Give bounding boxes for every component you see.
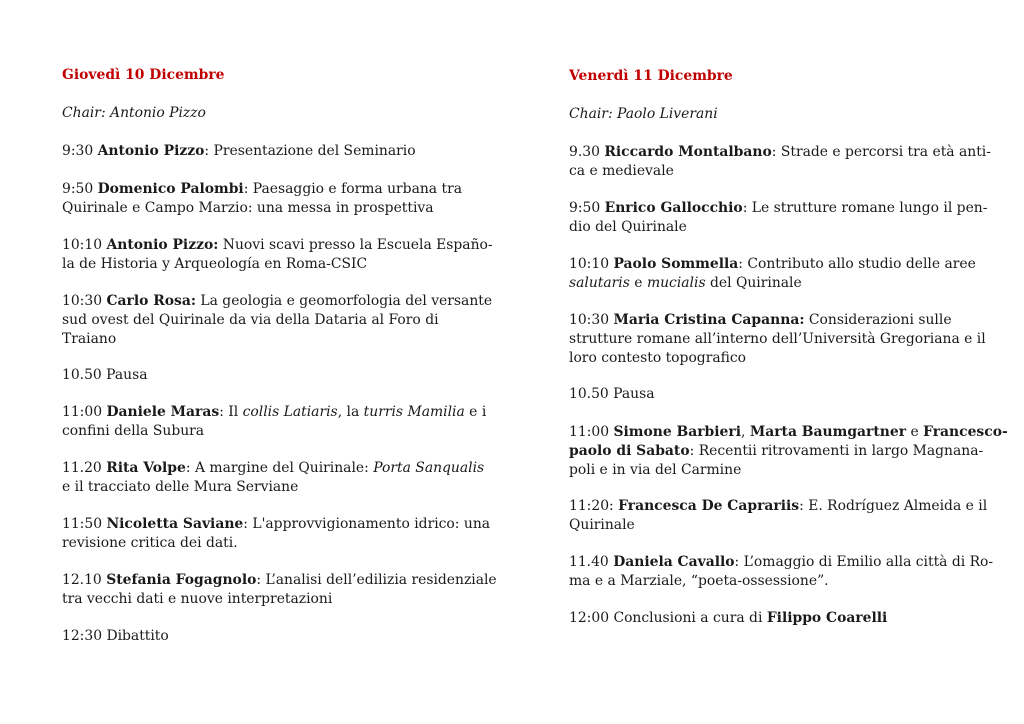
programme-entry [62,571,497,609]
speaker-name: Riccardo Montalbano [604,144,772,160]
entry-line [569,143,989,162]
entry-line [569,516,989,535]
speaker-name: Enrico Gallocchio [604,200,743,216]
session-chair: Chair: Antonio Pizzo [62,105,206,121]
entry-text: 10:30 [569,312,614,328]
entry-text: del Quirinale [705,275,802,291]
entry-text: , [740,424,750,440]
entry-text: Considerazioni sulle [804,312,952,328]
programme-entry [62,180,482,218]
programme-entry [569,423,1008,480]
entry-text: 9:50 [569,200,605,216]
entry-text: Quirinale e Campo Marzio: una messa in prospettiva [62,200,434,216]
entry-text: tra vecchi dati e nuove interpretazioni [62,591,333,607]
entry-line [62,590,482,609]
programme-entry [569,609,989,628]
entry-line [62,236,493,255]
programme-entry [569,143,989,181]
italic-term: mucialis [646,275,706,291]
programme-entry [62,627,482,646]
programme-entry [62,459,485,497]
entry-text: La geologia e geomorfologia del versante [195,293,493,309]
entry-text: 12:30 Dibattito [62,628,169,644]
entry-line [62,515,491,534]
programme-entry [62,366,482,385]
entry-line [62,366,482,385]
entry-line [62,459,485,478]
entry-text: loro contesto topografico [569,350,747,366]
entry-text: sud ovest del Quirinale da via della Dataria al Foro di [62,312,439,328]
italic-term: collis Latiaris [242,404,338,420]
entry-line [62,311,482,330]
entry-text: : L'approvvigionamento idrico: una [243,516,491,532]
entry-text: 9:50 [62,181,98,197]
entry-text: : Paesaggio e forma urbana tra [243,181,462,197]
entry-line [62,292,493,311]
programme-entry [569,199,989,237]
entry-text: e il tracciato delle Mura Serviane [62,479,299,495]
session-chair: Chair: Paolo Liverani [569,106,718,122]
entry-text: e [906,424,924,440]
entry-text: 12:00 Conclusioni a cura di [569,610,767,626]
speaker-name: Maria Cristina Capanna: [613,312,805,328]
entry-text: 11.20 [62,460,107,476]
programme-entry [62,236,493,274]
programme-entry [62,142,482,161]
programme-entry [569,255,989,293]
entry-text: : L’omaggio di Emilio alla città di Ro- [734,554,994,570]
speaker-name: Stefania Fogagnolo [106,572,257,588]
entry-line [569,311,989,330]
entry-line [569,423,1008,442]
entry-line [569,609,989,628]
entry-text: e [629,275,647,291]
speaker-name: Marta Baumgartner [749,424,907,440]
italic-term: turris Mamilia [363,404,465,420]
entry-text: : Presentazione del Seminario [204,143,416,159]
speaker-name: Daniela Cavallo [613,554,735,570]
entry-text: : Recentii ritrovamenti in largo Magnana- [689,443,984,459]
entry-line [62,330,482,349]
speaker-name: Antonio Pizzo: [106,237,219,253]
entry-text: 11:20: [569,498,619,514]
entry-text: poli e in via del Carmine [569,462,742,478]
speaker-name: Domenico Palombi [97,181,244,197]
programme-entry [62,403,487,441]
entry-text: 11:00 [62,404,107,420]
speaker-name: Daniele Maras [106,404,220,420]
speaker-name: Filippo Coarelli [766,610,888,626]
entry-text: : A margine del Quirinale: [185,460,374,476]
entry-line [62,571,497,590]
entry-line [569,442,989,461]
entry-line [62,403,487,422]
programme-entry [569,497,989,535]
entry-text: ma e a Marziale, “poeta-ossessione”. [569,573,829,589]
entry-text: : E. Rodríguez Almeida e il [799,498,988,514]
entry-line [62,142,482,161]
entry-line [62,627,482,646]
entry-text: , la [337,404,364,420]
entry-text: strutture romane all’interno dell’Università Gregoriana e il [569,331,986,347]
entry-text: Traiano [62,331,117,347]
entry-text: Nuovi scavi presso la Escuela Españo- [218,237,493,253]
entry-line [62,199,482,218]
entry-line [569,461,989,480]
entry-text: 9:30 [62,143,98,159]
entry-line [62,180,482,199]
entry-text: 9.30 [569,144,605,160]
entry-text: 10:10 [569,256,614,272]
speaker-name: Rita Volpe [106,460,186,476]
speaker-name: paolo di Sabato [569,443,690,459]
entry-line [62,422,482,441]
entry-line [569,385,989,404]
entry-text: revisione critica dei dati. [62,535,238,551]
speaker-name: Paolo Sommella [613,256,739,272]
entry-text: : L’analisi dell’edilizia residenziale [256,572,497,588]
italic-term: Porta Sanqualis [373,460,485,476]
day-title: Giovedì 10 Dicembre [62,67,225,83]
programme-entry [569,385,989,404]
speaker-name: Francesco- [923,424,1008,440]
speaker-name: Antonio Pizzo [97,143,205,159]
day-title: Venerdì 11 Dicembre [569,68,733,84]
entry-text: 10:30 [62,293,107,309]
entry-line [569,553,994,572]
speaker-name: Francesca De Caprariis [618,498,800,514]
entry-text: 10:10 [62,237,107,253]
entry-line [569,162,989,181]
entry-line [569,330,989,349]
programme-entry [62,292,493,349]
entry-line [569,349,989,368]
entry-line [569,274,989,293]
entry-text: : Strade e percorsi tra età anti- [771,144,991,160]
entry-text: : Le strutture romane lungo il pen- [742,200,988,216]
entry-text: 10.50 Pausa [62,367,148,383]
entry-text: e i [464,404,487,420]
entry-line [62,255,482,274]
entry-line [569,255,989,274]
italic-term: salutaris [569,275,630,291]
entry-text: dio del Quirinale [569,219,687,235]
entry-text: ca e medievale [569,163,674,179]
entry-line [569,572,989,591]
entry-text: : Il [219,404,243,420]
entry-text: confini della Subura [62,423,205,439]
speaker-name: Nicoletta Saviane [106,516,244,532]
entry-text: 12.10 [62,572,107,588]
entry-text: 11:00 [569,424,614,440]
entry-line [569,199,989,218]
entry-text: 11:50 [62,516,107,532]
speaker-name: Simone Barbieri [613,424,741,440]
entry-text: la de Historia y Arqueología en Roma-CSIC [62,256,368,272]
speaker-name: Carlo Rosa: [106,293,196,309]
entry-line [62,478,482,497]
entry-text: Quirinale [569,517,635,533]
entry-text: : Contributo allo studio delle aree [738,256,976,272]
entry-line [62,534,482,553]
entry-line [569,497,989,516]
entry-text: 10.50 Pausa [569,386,655,402]
programme-entry [62,515,491,553]
entry-line [569,218,989,237]
entry-text: 11.40 [569,554,614,570]
programme-entry [569,553,994,591]
programme-entry [569,311,989,368]
